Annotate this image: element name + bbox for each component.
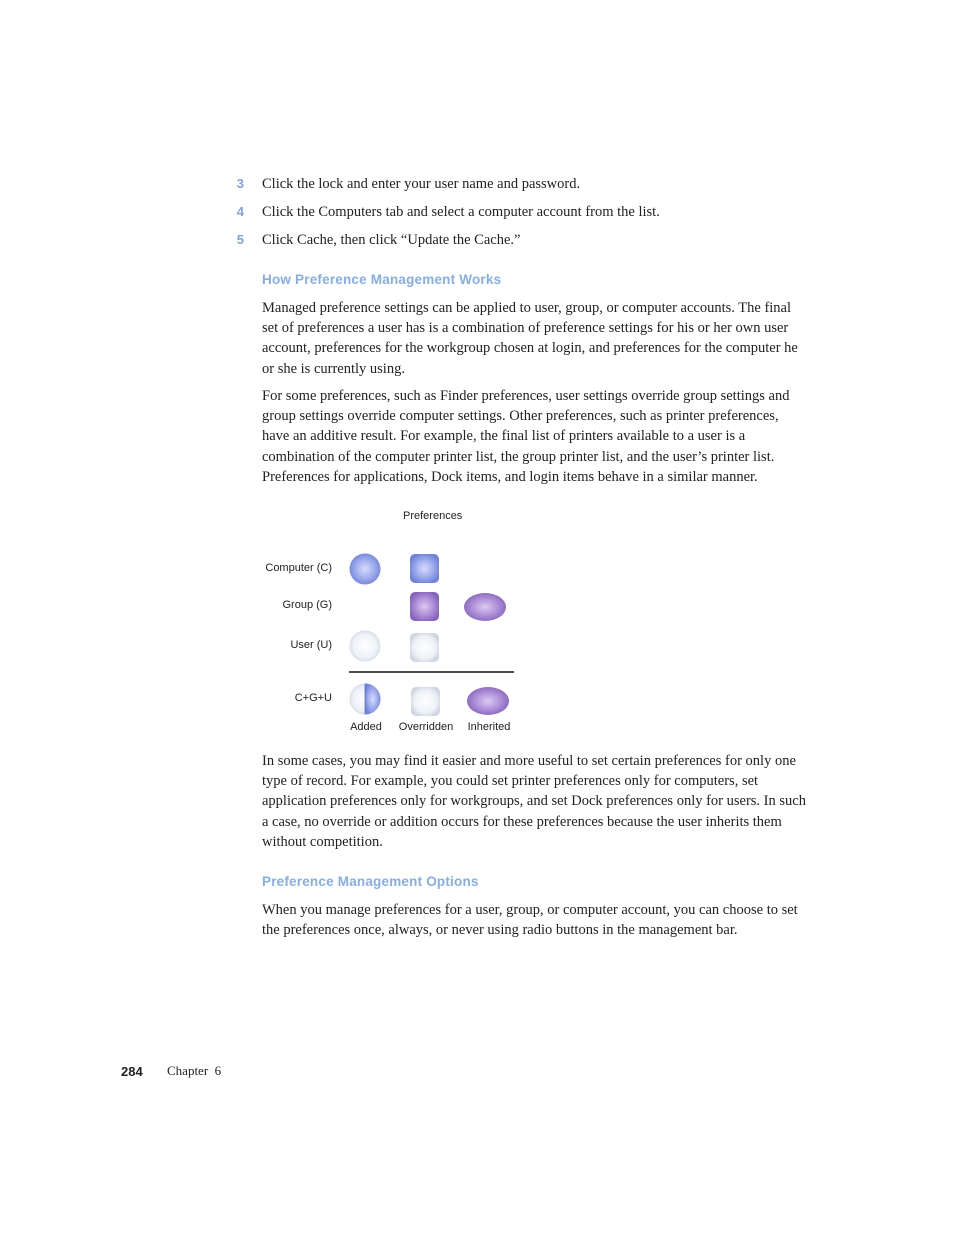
user-overridden-square <box>410 633 439 662</box>
row-label-group: Group (G) <box>282 599 332 611</box>
page-number: 284 <box>121 1064 143 1079</box>
step-number: 3 <box>236 176 244 191</box>
computer-overridden-square <box>410 554 439 583</box>
paragraph: In some cases, you may find it easier and more useful to set certain preferences for only one type of record. For example, you could set printer preferences only for computers, set application preferences only for workgroups, and set Dock preferences only for users. In such a case, no override or addition occurs for these preferences because the user inherits them without competition. <box>262 753 806 850</box>
section-heading-options: Preference Management Options <box>262 874 479 889</box>
paragraph: Managed preference settings can be applied to user, group, or computer accounts. The final set of preferences a user has is a combination of preference settings for his or her own user account, preferences for the workgroup chosen at login, and preferences for the computer he or she is currently using. <box>262 300 798 377</box>
paragraph: For some preferences, such as Finder preferences, user settings override group settings and group settings override computer settings. Other preferences, such as printer preferences, have an additive result. For example, the final list of printers available to a user is a combination of the computer printer list, the group printer list, and the user’s printer list. Preferences for applications, Dock items, and login items behave in a similar manner. <box>262 388 790 485</box>
row-label-user: User (U) <box>290 639 332 651</box>
step-text: Click the lock and enter your user name and password. <box>262 176 581 192</box>
column-label-overridden: Overridden <box>398 721 454 733</box>
row-label-combined: C+G+U <box>294 692 332 704</box>
step-number: 5 <box>236 232 244 247</box>
section-heading-how-it-works: How Preference Management Works <box>262 272 502 287</box>
row-label-computer: Computer (C) <box>265 562 332 574</box>
column-label-added: Added <box>350 721 382 733</box>
step-text: Click Cache, then click “Update the Cache.” <box>262 232 521 248</box>
combined-overridden-square <box>411 687 440 716</box>
diagram-title: Preferences <box>403 510 463 522</box>
computer-added-sphere <box>350 554 381 585</box>
group-inherited-oval <box>464 593 506 621</box>
group-overridden-square <box>410 592 439 621</box>
chapter-label: Chapter 6 <box>167 1063 222 1078</box>
diagram-shapes <box>340 545 520 720</box>
step-number: 4 <box>236 204 244 219</box>
combined-inherited-oval <box>467 687 509 715</box>
column-label-inherited: Inherited <box>467 721 511 733</box>
user-added-sphere <box>350 631 381 662</box>
step-text: Click the Computers tab and select a computer account from the list. <box>262 204 660 220</box>
combined-added-half <box>365 684 381 715</box>
paragraph: When you manage preferences for a user, group, or computer account, you can choose to set the preferences once, always, or never using radio buttons in the management bar. <box>262 902 798 939</box>
